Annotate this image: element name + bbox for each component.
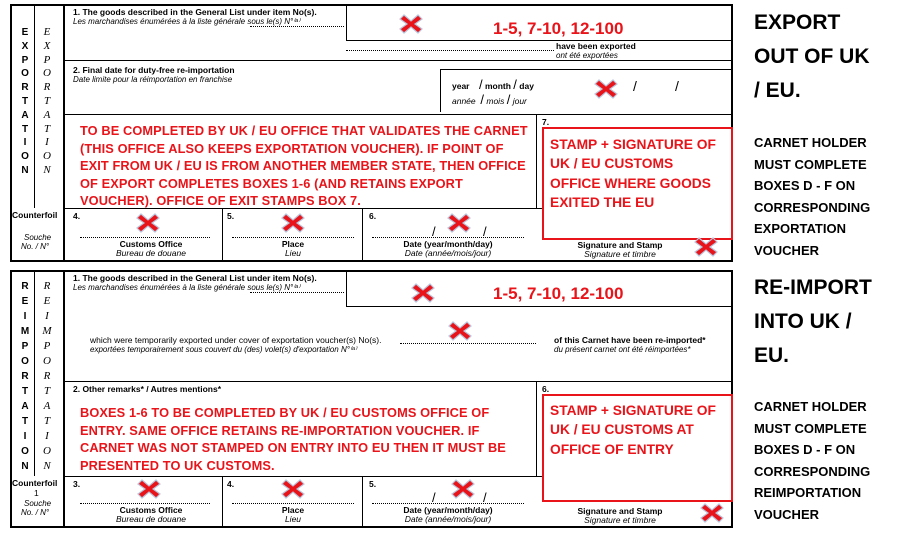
red-cross-icon: [447, 320, 473, 342]
side-letter: M: [20, 326, 30, 337]
side-letter: O: [21, 446, 29, 457]
souche-label: Souche: [24, 233, 52, 242]
side-letter: X: [43, 39, 51, 52]
export-heading: EXPORT OUT OF UK / EU.: [754, 11, 870, 102]
exportation-side-letters: [18, 26, 32, 178]
side-letter: R: [43, 370, 51, 382]
box6-number: 6.: [369, 211, 377, 221]
temp-exported-label: which were temporarily exported under cover of exportation voucher(s) No(s). exportées temporairement sous couvert du (des) volet(s) d'exportation N°⁽ᵃ⁾: [90, 335, 382, 354]
side-letter: A: [21, 401, 29, 412]
bureau-caption: Bureau de douane: [116, 248, 186, 258]
side-letter: T: [21, 95, 29, 107]
side-letter: O: [21, 356, 29, 367]
side-letter: N: [43, 460, 51, 472]
red-cross-icon: [280, 478, 306, 500]
place-caption: Place: [281, 505, 305, 515]
red-cross-icon: [136, 478, 162, 500]
side-letter: I: [45, 310, 49, 322]
counterfoil-number: 1: [34, 488, 39, 498]
side-letter: N: [21, 461, 29, 472]
place-caption: Place: [281, 239, 305, 249]
red-cross-icon: [410, 282, 436, 304]
no-label: No. / N°: [21, 508, 50, 517]
box4-number: 4.: [73, 211, 81, 221]
side-letter: T: [21, 123, 29, 135]
reimport-instruction: BOXES 1-6 TO BE COMPLETED BY UK / EU CUSTOMS OFFICE OF ENTRY. SAME OFFICE RETAINS RE-IMPORTATION VOUCHER. IF CARNET WAS NOT STAMPED ON ENTRY INTO EU THEN IT MUST BE PRESENTED TO UK CUSTOMS.: [80, 405, 506, 473]
box5-number: 5.: [369, 479, 377, 489]
red-cross-icon: [280, 212, 306, 234]
side-letter: A: [43, 400, 51, 412]
side-letter: E: [21, 296, 29, 307]
side-letter: M: [42, 325, 52, 337]
date-labels-fr: année / mois / jour: [452, 92, 527, 107]
side-letter: R: [43, 81, 51, 94]
side-letter: P: [21, 54, 29, 66]
box1-label: 1. The goods described in the General List under item No(s). Les marchandises énumérées à la liste générale sous le(s) N°⁽ᵃ⁾: [73, 7, 317, 26]
red-cross-icon: [593, 78, 619, 100]
signature-fr-caption: Signature et timbre: [584, 249, 656, 259]
side-letter: O: [43, 445, 51, 457]
have-been-exported-label: have been exported ont été exportées: [556, 41, 636, 60]
counterfoil-label: Counterfoil: [12, 478, 58, 488]
signature-caption: Signature and Stamp: [577, 506, 663, 516]
side-letter: P: [43, 53, 51, 66]
box6-stamp-note: STAMP + SIGNATURE OF UK / EU CUSTOMS AT OFFICE OF ENTRY: [550, 403, 716, 457]
side-letter: R: [21, 82, 29, 94]
date-caption: Date (year/month/day): [403, 505, 493, 515]
side-letter: O: [21, 68, 29, 80]
reimportation-side-letters-italic: [40, 279, 54, 474]
side-letter: N: [21, 164, 29, 176]
items-value: 1-5, 7-10, 12-100: [493, 284, 624, 303]
reimported-label: of this Carnet have been re-imported* du présent carnet ont été réimportées*: [554, 335, 706, 354]
export-holder-note: CARNET HOLDER MUST COMPLETE BOXES D - F ON CORRESPONDING EXPORTATION VOUCHER: [754, 135, 871, 258]
box7-number: 7.: [542, 117, 550, 127]
counterfoil-label: Counterfoil: [12, 210, 58, 220]
red-cross-icon: [450, 478, 476, 500]
bureau-caption: Bureau de douane: [116, 514, 186, 524]
side-letter: I: [23, 431, 27, 442]
side-letter: P: [21, 341, 29, 352]
reimport-holder-note: CARNET HOLDER MUST COMPLETE BOXES D - F ON CORRESPONDING REIMPORTATION VOUCHER: [754, 399, 871, 522]
side-letter: I: [45, 136, 49, 149]
red-cross-icon: [398, 13, 424, 35]
signature-caption: Signature and Stamp: [577, 240, 663, 250]
side-letter: N: [43, 163, 51, 176]
red-cross-icon: [446, 212, 472, 234]
side-letter: E: [43, 295, 51, 307]
date-fr-caption: Date (année/mois/jour): [404, 248, 492, 258]
export-instruction: TO BE COMPLETED BY UK / EU OFFICE THAT VALIDATES THE CARNET (THIS OFFICE ALSO KEEPS EXPORTATION VOUCHER). IF POINT OF EXIT FROM UK / EU IS FROM ANOTHER MEMBER STATE, THEN OFFICE OF EXPORT COMPLETES BOXES 1-6 (AND RETAINS EXPORT VOUCHER). OFFICE OF EXIT STAMPS BOX 7.: [80, 123, 528, 209]
signature-fr-caption: Signature et timbre: [584, 515, 656, 525]
red-cross-icon: [693, 236, 719, 258]
side-letter: R: [21, 281, 29, 292]
side-letter: E: [21, 27, 29, 38]
side-letter: T: [43, 122, 51, 135]
side-letter: O: [43, 150, 51, 163]
reimportation-side-letters: [18, 279, 32, 474]
side-letter: A: [43, 108, 51, 121]
box2-label: 2. Final date for duty-free re-importation Date limite pour la réimportation en franchise: [73, 65, 235, 84]
date-labels: year / month / day: [452, 77, 534, 92]
side-letter: O: [43, 355, 51, 367]
side-letter: R: [43, 280, 51, 292]
side-letter: T: [43, 94, 51, 107]
customs-office-caption: Customs Office: [119, 239, 183, 249]
lieu-caption: Lieu: [284, 248, 302, 258]
side-letter: I: [23, 137, 27, 149]
side-letter: I: [45, 430, 49, 442]
side-letter: T: [21, 416, 29, 427]
lieu-caption: Lieu: [284, 514, 302, 524]
side-letter: T: [43, 385, 51, 397]
side-letter: O: [43, 67, 51, 80]
side-letter: A: [21, 109, 29, 121]
red-cross-icon: [135, 212, 161, 234]
side-letter: I: [23, 311, 27, 322]
box4-number: 4.: [227, 479, 235, 489]
box6-number: 6.: [542, 384, 550, 394]
no-label: No. / N°: [21, 242, 50, 251]
side-letter: X: [21, 40, 29, 52]
side-letter: T: [43, 415, 51, 427]
souche-label: Souche: [24, 499, 52, 508]
box1-label: 1. The goods described in the General List under item No(s). Les marchandises énumérées à la liste générale sous le(s) N°⁽ᵃ⁾: [73, 273, 317, 292]
side-letter: P: [43, 340, 51, 352]
reimport-heading: RE-IMPORT INTO UK / EU.: [754, 276, 872, 367]
side-letter: R: [21, 371, 29, 382]
exportation-side-letters-italic: [40, 26, 54, 178]
date-fr-caption: Date (année/mois/jour): [404, 514, 492, 524]
box3-number: 3.: [73, 479, 81, 489]
side-letter: E: [43, 26, 51, 38]
side-letter: O: [21, 151, 29, 163]
customs-office-caption: Customs Office: [119, 505, 183, 515]
items-value: 1-5, 7-10, 12-100: [493, 19, 624, 38]
red-cross-icon: [699, 502, 725, 524]
box7-stamp-note: STAMP + SIGNATURE OF UK / EU CUSTOMS OFFICE WHERE GOODS EXITED THE EU: [550, 137, 716, 211]
side-letter: T: [21, 386, 29, 397]
date-caption: Date (year/month/day): [403, 239, 493, 249]
box5-number: 5.: [227, 211, 235, 221]
box2-label: 2. Other remarks* / Autres mentions*: [73, 384, 222, 394]
